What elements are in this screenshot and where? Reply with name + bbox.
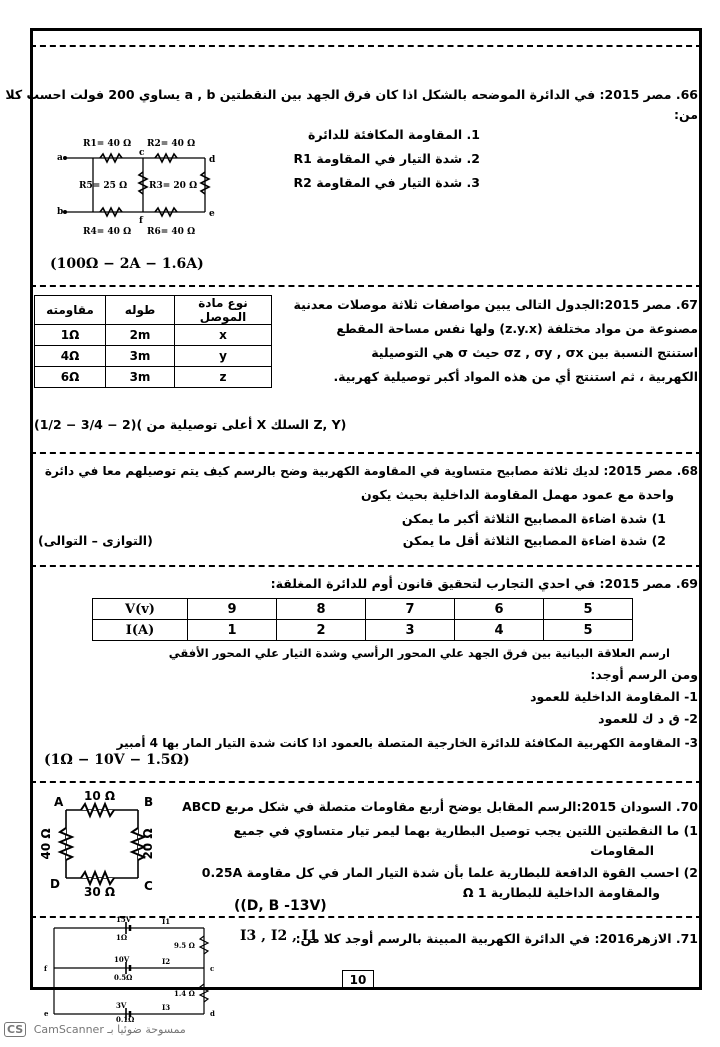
table-cell: 8 (277, 599, 366, 620)
q67-line-4: الكهربية ، ثم استنتج أي من هذه المواد أكبر توصيلية كهربية. (333, 369, 698, 384)
q70-line-4: 2) احسب القوة الدافعة للبطارية علما بأن شدة التيار المار في كل مقاومة 0.25A (201, 865, 698, 880)
q66-title: 66. مصر 2015: في الدائرة الموضحه بالشكل اذا كان فرق الجهد بين النقطتين a , b يساوي 200 فولت احسب كلا (5, 87, 698, 102)
label-r-da: 40 Ω (39, 828, 53, 860)
q69-line-1: ارسم العلاقة البيانية بين فرق الجهد علي المحور الرأسي وشدة التيار علي المحور الأفقي (168, 646, 670, 660)
q71-circuit (34, 916, 224, 1022)
q66-title-cont: من: (674, 107, 698, 122)
top-divider (30, 45, 702, 47)
q67-line-1: 67. مصر 2015:الجدول التالى يبين مواصفات ثلاثة موصلات معدنية (293, 297, 698, 312)
table-row (35, 325, 272, 346)
q68-answer: (التوازى – التوالى) (38, 533, 153, 548)
label-f: f (44, 964, 48, 973)
label-r-bc: 20 Ω (141, 828, 155, 860)
q70-line-5: والمقاومة الداخلية للبطارية 1 Ω (462, 885, 660, 900)
table-cell: 6Ω (35, 367, 106, 388)
q67-table (34, 295, 272, 388)
table-cell: z (175, 367, 272, 388)
table-row (93, 599, 633, 620)
label-r2: 0.5Ω (114, 973, 133, 982)
q66-answer: (100Ω − 2A − 1.6A) (50, 256, 204, 272)
divider-3 (30, 565, 702, 567)
label-c: c (139, 148, 145, 158)
table-row (35, 296, 272, 325)
q71-title: 71. الازهر2016: في الدائرة الكهربية المبينة بالرسم أوجد كلا من: (295, 931, 698, 946)
q66-item-2: 2. شدة التيار في المقاومة R1 (293, 151, 480, 166)
q67-answer: (Z, Y السلك X أعلى توصيلية من )(2 − 3/4 − 1/2) (34, 417, 347, 432)
q70-answer: ((D, B -13V) (234, 898, 327, 914)
table-cell: 7 (366, 599, 455, 620)
label-f: f (139, 216, 143, 226)
label-d: d (210, 1009, 215, 1018)
q67-line-3: استنتج النسبة بين σz , σy , σx حيث σ هي التوصيلية (371, 345, 698, 360)
q68-line-4: 2) شدة اضاءة المصابيح الثلاثة أقل ما يمكن (402, 533, 666, 548)
q67-line-2: مصنوعة من مواد مختلفة (z.y.x) ولها نفس مساحة المقطع (336, 321, 698, 336)
label-r4: R4= 40 Ω (83, 227, 132, 237)
label-r1: 1Ω (116, 933, 128, 942)
label-r3: 0.1Ω (116, 1015, 135, 1022)
q69-title: 69. مصر 2015: في احدي التجارب لتحقيق قانون أوم للدائرة المغلقة: (270, 576, 698, 591)
label-A: A (54, 795, 64, 809)
table-header: مقاومته (35, 296, 106, 325)
scanner-text: CamScanner ممسوحة ضوئيا بـ (33, 1023, 186, 1036)
table-cell: 3m (106, 367, 175, 388)
q71-vars: I3 , I2 , I1 (240, 928, 319, 944)
label-e: e (209, 209, 215, 219)
q69-line-4: 2- ق د ك للعمود (598, 711, 698, 726)
label-e2: 10V (114, 955, 130, 964)
label-e: e (44, 1009, 49, 1018)
label-i2: I2 (162, 957, 171, 966)
table-header: I(A) (93, 620, 188, 641)
table-cell: 4Ω (35, 346, 106, 367)
table-cell: 9 (188, 599, 277, 620)
table-row (35, 367, 272, 388)
q70-line-2: 1) ما النقطتين اللتين يجب توصيل البطارية بهما ليمر تيار متساوي في جميع (233, 823, 698, 838)
table-cell: 1Ω (35, 325, 106, 346)
label-r-ab: 10 Ω (84, 790, 116, 803)
label-r1: R1= 40 Ω (83, 139, 132, 149)
label-D: D (50, 877, 60, 891)
scanner-badge: CS (4, 1022, 26, 1037)
table-header: طوله (106, 296, 175, 325)
divider-2 (30, 452, 702, 454)
label-C: C (144, 879, 153, 893)
q68-line-2: واحدة مع عمود مهمل المقاومة الداخلية بحيث يكون (360, 487, 674, 502)
table-cell: x (175, 325, 272, 346)
q70-circuit (36, 790, 166, 898)
q70-line-1: 70. السودان 2015:الرسم المقابل يوضح أربع مقاومات متصلة في شكل مربع ABCD (182, 799, 698, 814)
table-cell: 5 (544, 620, 633, 641)
q68-line-1: 68. مصر 2015: لديك ثلاثة مصابيح متساوية في المقاومة الكهربية وضح بالرسم كيف يتم توصيلهم معا في دائرة (44, 464, 698, 478)
label-i3: I3 (162, 1003, 171, 1012)
table-cell: 3m (106, 346, 175, 367)
table-cell: 2 (277, 620, 366, 641)
table-cell: y (175, 346, 272, 367)
table-cell: 3 (366, 620, 455, 641)
q70-line-3: المقاومات (590, 843, 654, 858)
q69-line-2: ومن الرسم أوجد: (590, 667, 698, 682)
label-e3: 3V (116, 1001, 127, 1010)
q69-answer: (1Ω − 10V − 1.5Ω) (44, 752, 190, 768)
q68-line-3: 1) شدة اضاءة المصابيح الثلاثة أكبر ما يمكن (401, 511, 666, 526)
label-r3: R3= 20 Ω (149, 181, 198, 191)
label-r5: R5= 25 Ω (79, 181, 128, 191)
table-header: V(v) (93, 599, 188, 620)
label-r-cd: 30 Ω (84, 885, 116, 898)
label-r2: R2= 40 Ω (147, 139, 196, 149)
divider-4 (30, 781, 702, 783)
table-header: نوع مادة الموصل (175, 296, 272, 325)
table-cell: 2m (106, 325, 175, 346)
table-cell: 4 (455, 620, 544, 641)
label-r6: R6= 40 Ω (147, 227, 196, 237)
q66-circuit (55, 130, 220, 240)
table-cell: 6 (455, 599, 544, 620)
label-b: b (57, 207, 64, 217)
label-c: c (210, 964, 215, 973)
label-a: a (57, 153, 63, 163)
q66-item-3: 3. شدة التيار في المقاومة R2 (293, 175, 480, 190)
table-cell: 1 (188, 620, 277, 641)
label-rb: 1.4 Ω (174, 989, 195, 998)
label-i1: I1 (162, 917, 171, 926)
q69-line-5: 3- المقاومة الكهربية المكافئة للدائرة الخارجية المتصلة بالعمود اذا كانت شدة التيار المار بها 4 أمبير (116, 736, 698, 750)
table-cell: 5 (544, 599, 633, 620)
node-a (63, 156, 67, 160)
label-e1: 15V (116, 916, 132, 924)
scanner-watermark (4, 1022, 186, 1037)
table-row (93, 620, 633, 641)
node-b (63, 210, 67, 214)
q66-item-1: 1. المقاومة المكافئة للدائرة (308, 127, 480, 142)
q69-table (92, 598, 633, 641)
label-ra: 9.5 Ω (174, 941, 195, 950)
table-row (35, 346, 272, 367)
label-d: d (209, 155, 216, 165)
q69-line-3: 1- المقاومة الداخلية للعمود (530, 689, 698, 704)
page-number: 10 (342, 970, 374, 990)
label-B: B (144, 795, 154, 809)
divider-1 (30, 285, 702, 287)
